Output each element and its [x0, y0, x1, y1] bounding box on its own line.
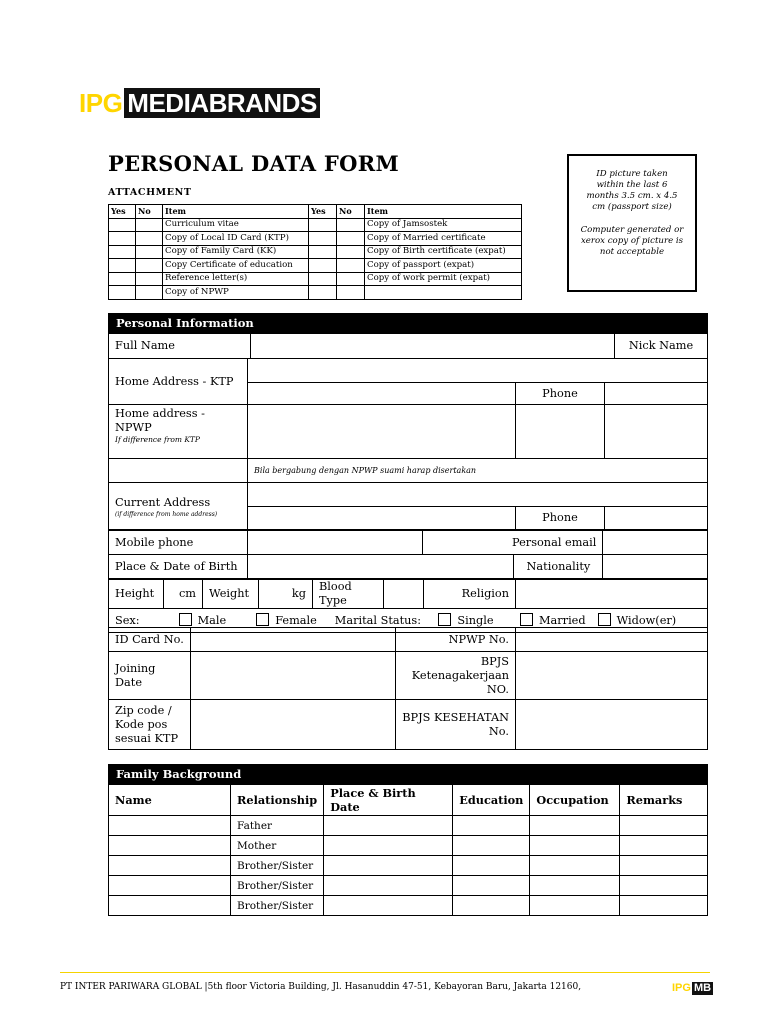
- current-address-label: Current Address: [115, 495, 211, 509]
- married-label: Married: [538, 614, 586, 627]
- family-remarks-field[interactable]: [620, 816, 708, 836]
- no-cell[interactable]: [136, 259, 163, 273]
- attachment-label: ATTACHMENT: [108, 187, 192, 198]
- table-row: [109, 856, 708, 876]
- family-education-field[interactable]: [453, 856, 530, 876]
- religion-field[interactable]: [516, 580, 708, 609]
- family-background-header: Family Background: [108, 764, 708, 784]
- attachment-item: Copy of Jamsostek: [365, 218, 522, 232]
- personal-info-header: Personal Information: [108, 313, 708, 333]
- marital-status-label: Marital Status:: [334, 614, 422, 627]
- home-address-npwp-cell: [109, 405, 248, 459]
- npwp-empty-cell-2[interactable]: [605, 405, 708, 459]
- yes-cell[interactable]: [109, 232, 136, 246]
- col-yes: Yes: [309, 205, 337, 219]
- bpjs-tk-field[interactable]: [516, 652, 708, 700]
- attachment-item: Copy of Family Card (KK): [163, 245, 309, 259]
- yes-cell[interactable]: [309, 218, 337, 232]
- home-address-ktp-label: Home Address - KTP: [109, 359, 248, 405]
- family-occupation-field[interactable]: [530, 896, 620, 916]
- family-education-field[interactable]: [453, 876, 530, 896]
- footer-logo: [672, 982, 713, 995]
- family-name-field[interactable]: [109, 896, 231, 916]
- attachment-table: [108, 204, 522, 300]
- npwp-no-field[interactable]: [516, 628, 708, 652]
- family-occupation-field[interactable]: [530, 856, 620, 876]
- id-picture-copy-note: Computer generated or xerox copy of picture is not acceptable: [580, 225, 684, 257]
- attachment-item: Copy of Birth certificate (expat): [365, 245, 522, 259]
- attachment-item: Copy of work permit (expat): [365, 272, 522, 286]
- family-education-field[interactable]: [453, 816, 530, 836]
- nationality-field[interactable]: [603, 555, 708, 579]
- family-remarks-field[interactable]: [620, 856, 708, 876]
- no-cell[interactable]: [337, 259, 365, 273]
- attachment-item: Copy Certificate of education: [163, 259, 309, 273]
- family-remarks-field[interactable]: [620, 836, 708, 856]
- zip-field[interactable]: [191, 700, 396, 750]
- yes-cell[interactable]: [309, 259, 337, 273]
- yes-cell[interactable]: [109, 259, 136, 273]
- male-checkbox[interactable]: [179, 613, 192, 626]
- place-dob-field[interactable]: [247, 555, 514, 579]
- personal-email-field[interactable]: [603, 531, 708, 555]
- no-cell[interactable]: [337, 272, 365, 286]
- family-remarks-field[interactable]: [620, 896, 708, 916]
- family-col-relationship: Relationship: [231, 785, 324, 816]
- female-checkbox[interactable]: [256, 613, 269, 626]
- phone-label: Phone: [516, 383, 605, 405]
- yes-cell[interactable]: [109, 245, 136, 259]
- home-address-npwp-label: Home address - NPWP: [115, 407, 205, 434]
- height-label: Height: [109, 580, 164, 609]
- no-cell[interactable]: [136, 286, 163, 300]
- col-no: No: [136, 205, 163, 219]
- col-item: Item: [163, 205, 309, 219]
- family-relationship: Mother: [231, 836, 324, 856]
- address-table: [108, 358, 708, 530]
- family-relationship: Brother/Sister: [231, 856, 324, 876]
- id-picture-size-note: ID picture taken within the last 6 months 3.5 cm. x 4.5 cm (passport size): [586, 169, 678, 212]
- family-place-birth-field[interactable]: [324, 836, 453, 856]
- family-name-field[interactable]: [109, 836, 231, 856]
- family-place-birth-field[interactable]: [324, 876, 453, 896]
- family-remarks-field[interactable]: [620, 876, 708, 896]
- current-address-field-2[interactable]: [248, 507, 516, 530]
- logo-ipg: IPG: [79, 88, 123, 118]
- blood-type-label: Blood Type: [313, 580, 384, 609]
- attachment-item: Curriculum vitae: [163, 218, 309, 232]
- attachment-item: Copy of Married certificate: [365, 232, 522, 246]
- id-card-label: ID Card No.: [109, 628, 191, 652]
- table-row: [109, 876, 708, 896]
- attachment-item: Reference letter(s): [163, 272, 309, 286]
- family-relationship: Brother/Sister: [231, 896, 324, 916]
- table-row: [109, 836, 708, 856]
- npwp-no-label: NPWP No.: [396, 628, 516, 652]
- blood-type-field[interactable]: [384, 580, 424, 609]
- contact-table: [108, 530, 708, 579]
- footer-divider: [60, 972, 710, 973]
- yes-cell[interactable]: [309, 286, 337, 300]
- npwp-blank-label: [109, 459, 248, 483]
- no-cell[interactable]: [136, 272, 163, 286]
- id-table: [108, 627, 708, 750]
- mobile-phone-label: Mobile phone: [109, 531, 248, 555]
- no-cell[interactable]: [337, 232, 365, 246]
- home-address-ktp-field-2[interactable]: [248, 383, 516, 405]
- npwp-instruction-cell: [248, 459, 708, 483]
- bpjs-kes-field[interactable]: [516, 700, 708, 750]
- nationality-label: Nationality: [514, 555, 603, 579]
- yes-cell[interactable]: [109, 286, 136, 300]
- weight-unit[interactable]: kg: [259, 580, 313, 609]
- religion-label: Religion: [424, 580, 516, 609]
- id-picture-box: [567, 154, 697, 292]
- place-dob-label: Place & Date of Birth: [109, 555, 248, 579]
- family-col-occupation: Occupation: [530, 785, 620, 816]
- id-card-field[interactable]: [191, 628, 396, 652]
- joining-date-field[interactable]: [191, 652, 396, 700]
- joining-date-label: Joining Date: [109, 652, 191, 700]
- height-unit[interactable]: cm: [164, 580, 203, 609]
- footer-address: PT INTER PARIWARA GLOBAL |5th floor Victoria Building, Jl. Hasanuddin 47-51, Kebayoran Baru, Jakarta 12160,: [60, 982, 582, 992]
- col-yes: Yes: [109, 205, 136, 219]
- current-phone-field[interactable]: [605, 507, 708, 530]
- family-education-field[interactable]: [453, 836, 530, 856]
- bpjs-tk-label: BPJS Ketenagakerjaan NO.: [396, 652, 516, 700]
- family-place-birth-field[interactable]: [324, 856, 453, 876]
- male-label: Male: [197, 614, 227, 627]
- family-col-place-birth: Place & Birth Date: [324, 785, 453, 816]
- npwp-note: If difference from KTP: [115, 435, 200, 444]
- family-occupation-field[interactable]: [530, 816, 620, 836]
- family-name-field[interactable]: [109, 816, 231, 836]
- attachment-item: [365, 286, 522, 300]
- yes-cell[interactable]: [309, 272, 337, 286]
- yes-cell[interactable]: [309, 232, 337, 246]
- zip-label: Zip code / Kode pos sesuai KTP: [109, 700, 191, 750]
- family-education-field[interactable]: [453, 896, 530, 916]
- full-name-label: Full Name: [109, 334, 251, 359]
- npwp-instruction: Bila bergabung dengan NPWP suami harap disertakan: [254, 466, 477, 475]
- family-table: [108, 784, 708, 916]
- family-col-education: Education: [453, 785, 530, 816]
- no-cell[interactable]: [337, 286, 365, 300]
- family-name-field[interactable]: [109, 856, 231, 876]
- logo-mediabrands: MEDIABRANDS: [124, 88, 320, 118]
- family-place-birth-field[interactable]: [324, 896, 453, 916]
- widow-checkbox[interactable]: [598, 613, 611, 626]
- family-name-field[interactable]: [109, 876, 231, 896]
- personal-email-label: Personal email: [422, 531, 603, 555]
- col-no: No: [337, 205, 365, 219]
- married-checkbox[interactable]: [520, 613, 533, 626]
- current-address-field[interactable]: [248, 483, 708, 507]
- family-relationship: Father: [231, 816, 324, 836]
- single-checkbox[interactable]: [438, 613, 451, 626]
- female-label: Female: [275, 614, 317, 627]
- nick-name-label: Nick Name: [615, 334, 708, 359]
- home-address-ktp-field[interactable]: [248, 359, 708, 383]
- family-col-name: Name: [109, 785, 231, 816]
- col-item: Item: [365, 205, 522, 219]
- yes-cell[interactable]: [309, 245, 337, 259]
- family-occupation-field[interactable]: [530, 876, 620, 896]
- personal-info-table: [108, 333, 708, 359]
- family-occupation-field[interactable]: [530, 836, 620, 856]
- npwp-empty-cell[interactable]: [516, 405, 605, 459]
- phone-field[interactable]: [605, 383, 708, 405]
- no-cell[interactable]: [337, 245, 365, 259]
- family-relationship: Brother/Sister: [231, 876, 324, 896]
- table-row: [109, 896, 708, 916]
- current-phone-label: Phone: [516, 507, 605, 530]
- weight-label: Weight: [203, 580, 259, 609]
- no-cell[interactable]: [337, 218, 365, 232]
- widow-label: Widow(er): [616, 614, 677, 627]
- current-address-cell: [109, 483, 248, 530]
- family-place-birth-field[interactable]: [324, 816, 453, 836]
- single-label: Single: [457, 614, 494, 627]
- mobile-phone-field[interactable]: [247, 531, 422, 555]
- yes-cell[interactable]: [109, 272, 136, 286]
- full-name-field[interactable]: [250, 334, 614, 359]
- current-address-note: (if difference from home address): [115, 510, 218, 518]
- no-cell[interactable]: [136, 245, 163, 259]
- sex-label: Sex:: [115, 614, 140, 627]
- yes-cell[interactable]: [109, 218, 136, 232]
- bpjs-kes-label: BPJS KESEHATAN No.: [396, 700, 516, 750]
- page-title: PERSONAL DATA FORM: [108, 151, 400, 176]
- home-address-npwp-field[interactable]: [248, 405, 516, 459]
- no-cell[interactable]: [136, 218, 163, 232]
- company-logo: [79, 88, 320, 118]
- table-row: [109, 816, 708, 836]
- no-cell[interactable]: [136, 232, 163, 246]
- attachment-item: Copy of passport (expat): [365, 259, 522, 273]
- physical-table: [108, 579, 708, 633]
- attachment-item: Copy of NPWP: [163, 286, 309, 300]
- attachment-item: Copy of Local ID Card (KTP): [163, 232, 309, 246]
- footer-logo-ipg: IPG: [672, 982, 691, 994]
- family-col-remarks: Remarks: [620, 785, 708, 816]
- footer-logo-mb: MB: [693, 982, 712, 994]
